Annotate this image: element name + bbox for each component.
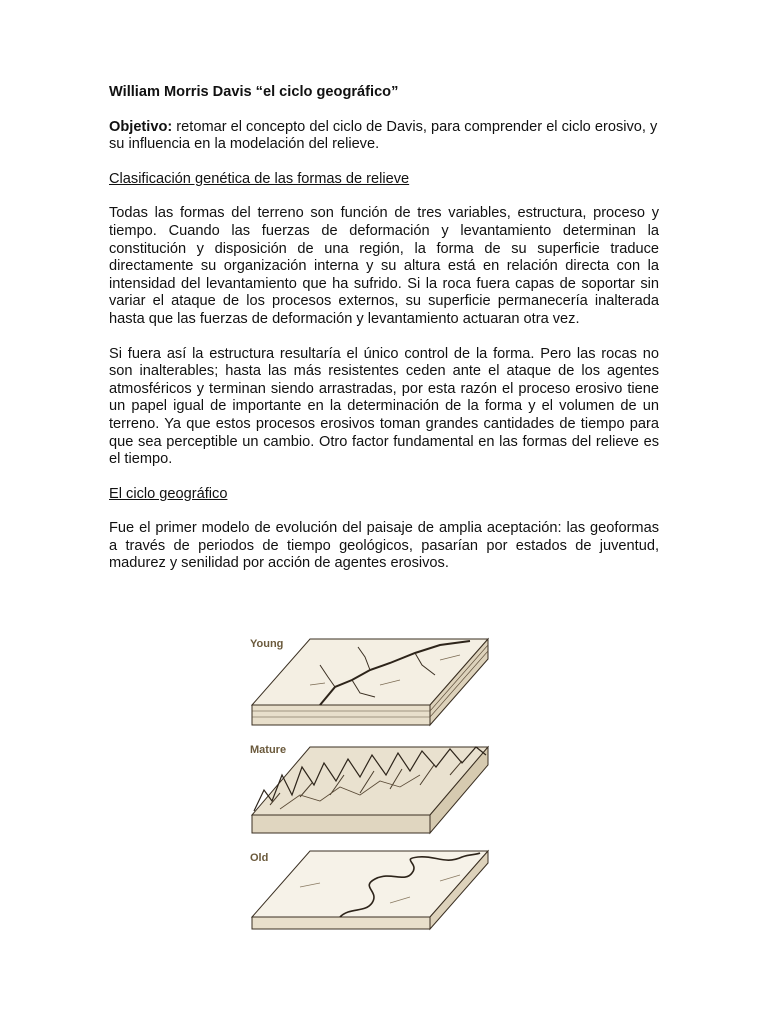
paragraph-estructura: Si fuera así la estructura resultaría el único control de la forma. Pero las rocas no son inalterables; hasta las más resistentes ceden ante el ataque de los agentes atmosféricos y terminan siendo arrastradas, por esta razón el proceso erosivo tiene un papel igual de importante en la determinación de la forma y el volumen de un terreno. Ya que estos procesos erosivos toman grandes cantidades de tiempo para que sea perceptible un cambio. Otro factor fundamental en las formas del relieve es el tiempo. xyxy=(109,345,659,468)
section-heading-ciclo: El ciclo geográfico xyxy=(109,485,228,502)
mature-block-diagram xyxy=(250,744,488,833)
landscape-block-diagrams xyxy=(240,625,500,935)
old-label: Old xyxy=(250,852,269,864)
landscape-cycle-figure xyxy=(240,625,500,935)
paragraph-formas-terreno: Todas las formas del terreno son función de tres variables, estructura, proceso y tiempo. Cuando las fuerzas de deformación y levantamiento determinan la constitución y disposición de una región, la forma de su superficie traduce directamente su organización interna y su altura está en relación directa con la intensidad del levantamiento que ha sufrido. Si la roca fuera capas de soportar sin variar el ataque de los procesos externos, su superficie permanecería inalterada hasta que las fuerzas de deformación y levantamiento actuaran otra vez. xyxy=(109,205,659,327)
section-heading-clasificacion: Clasificación genética de las formas de relieve xyxy=(109,170,410,187)
mature-label: Mature xyxy=(250,744,287,756)
document-page xyxy=(109,84,659,590)
young-label: Young xyxy=(250,638,284,650)
document-title: William Morris Davis “el ciclo geográfico” xyxy=(109,84,399,100)
paragraph-modelo-evolucion: Fue el primer modelo de evolución del paisaje de amplia aceptación: las geoformas a través de periodos de tiempo geológicos, pasarían por estados de juventud, madurez y senilidad por acción de agentes erosivos. xyxy=(109,520,659,572)
objective-paragraph xyxy=(109,119,659,154)
objective-label: Objetivo: xyxy=(109,118,173,135)
young-block-diagram xyxy=(250,638,488,725)
objective-text: retomar el concepto del ciclo de Davis, para comprender el ciclo erosivo, y su influencia en la modelación del relieve. xyxy=(109,118,658,153)
old-block-diagram xyxy=(250,851,488,929)
